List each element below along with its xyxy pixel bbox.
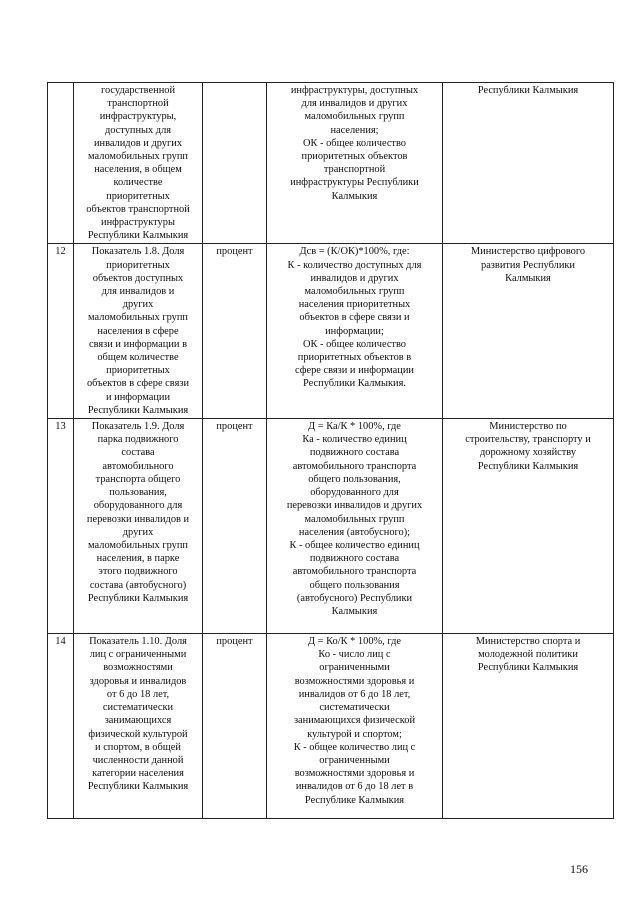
cell-text-line: физической культурой xyxy=(88,728,188,740)
cell-text-line: инфраструктуры, доступных xyxy=(290,85,419,96)
indicator-name-cell xyxy=(74,244,203,419)
cell-text-line: численности данной xyxy=(92,754,184,766)
cell-text-line: количестве xyxy=(113,177,163,189)
cell-text-line: автомобильного транспорта xyxy=(292,460,417,472)
cell-text-line: объектов в сфере связи xyxy=(86,378,190,390)
unit-cell: процент xyxy=(203,419,267,634)
cell-text-line: Д = Ка/К * 100%, где xyxy=(308,421,401,433)
cell-text-line: маломобильных групп xyxy=(304,286,405,298)
cell-text-line: приоритетных xyxy=(106,365,170,377)
cell-text-line: подвижного состава xyxy=(309,447,400,459)
table-row xyxy=(48,83,614,244)
cell-text-line: ограниченными xyxy=(319,662,390,674)
cell-text-line: инфраструктуры, xyxy=(99,111,177,123)
formula-cell xyxy=(267,244,443,419)
cell-text-line: Ко - число лиц с xyxy=(318,649,391,661)
cell-text-line: транспортной xyxy=(107,98,169,110)
cell-text-line: занимающихся xyxy=(104,715,172,727)
cell-text-line: подвижного состава xyxy=(309,553,400,565)
cell-text-line: (автобусного) Республики xyxy=(296,592,413,604)
cell-text-line: ОК - общее количество xyxy=(303,137,406,149)
cell-text-line: маломобильных групп xyxy=(88,539,188,551)
cell-text-line: Показатель 1.8. Доля xyxy=(91,246,185,258)
cell-text-line: развития Республики xyxy=(481,259,575,271)
cell-text-line: и информации xyxy=(105,391,171,403)
unit-cell: процент xyxy=(203,634,267,819)
cell-text-line: общего пользования xyxy=(309,579,400,591)
indicators-table-body xyxy=(48,83,614,819)
cell-text-line: Республики Калмыкия xyxy=(477,662,579,674)
cell-text-line: культурой и спортом; xyxy=(307,728,402,740)
cell-text-line: парка подвижного xyxy=(97,434,179,446)
cell-text-line: Республике Калмыкия xyxy=(304,794,405,806)
cell-text-line: состава xyxy=(121,447,155,459)
cell-text-line: инвалидов от 6 до 18 лет в xyxy=(295,781,414,793)
cell-text-line: информации; xyxy=(325,325,384,337)
cell-text-line: Калмыкия xyxy=(331,605,378,617)
cell-text-line: К - общее количество единиц xyxy=(289,539,420,551)
cell-text-line: Показатель 1.9. Доля xyxy=(91,421,185,433)
cell-text-line: дорожному хозяйству xyxy=(479,447,577,459)
cell-text-line: связи и информации в xyxy=(89,338,187,350)
cell-text-line: оборудованного для xyxy=(310,487,399,499)
cell-text-line: пользования, xyxy=(109,487,167,499)
responsible-cell xyxy=(443,419,614,634)
cell-text-line: инвалидов и других xyxy=(93,137,183,149)
cell-text-line: возможностями здоровья и xyxy=(294,768,415,780)
cell-text-line: общем количестве xyxy=(97,352,179,364)
cell-text-line: и спортом, в общей xyxy=(95,741,181,753)
cell-text-line: категории населения xyxy=(92,768,184,780)
unit-cell: процент xyxy=(203,244,267,419)
table-row xyxy=(48,244,614,419)
cell-text-line: доступных для xyxy=(104,124,172,136)
cell-text-line: возможностями xyxy=(103,662,173,674)
row-number-cell: 13 xyxy=(48,419,74,634)
cell-text-line: государственной xyxy=(100,85,176,96)
cell-text-line: других xyxy=(122,299,154,311)
cell-text-line: Республики Калмыкия xyxy=(477,85,579,96)
cell-text-line: маломобильных групп xyxy=(88,312,188,324)
cell-text-line: сфере связи и информации xyxy=(295,365,414,377)
cell-text-line: инфраструктуры Республики xyxy=(290,177,419,189)
row-number-cell: 14 xyxy=(48,634,74,819)
cell-text-line: Калмыкия xyxy=(331,190,378,202)
indicators-table xyxy=(47,82,614,819)
cell-text-line: молодежной политики xyxy=(478,649,578,661)
cell-text-line: Дсв = (К/ОК)*100%, где: xyxy=(299,246,410,258)
cell-text-line: приоритетных xyxy=(106,259,170,271)
cell-text-line: для инвалидов и xyxy=(101,286,175,298)
cell-text-line: Республики Калмыкия xyxy=(477,460,579,472)
cell-text-line: здоровья и инвалидов xyxy=(89,675,187,687)
cell-text-line: Республики Калмыкия. xyxy=(303,378,406,390)
cell-text-line: объектов в сфере связи и xyxy=(299,312,410,324)
cell-text-line: Д = Ко/К * 100%, где xyxy=(307,636,402,648)
cell-text-line: общего пользования, xyxy=(308,473,401,485)
cell-text-line: инвалидов от 6 до 18 лет, xyxy=(298,688,411,700)
cell-text-line: автомобильного xyxy=(102,460,174,472)
unit-cell xyxy=(203,83,267,244)
row-number-cell: 12 xyxy=(48,244,74,419)
cell-text-line: транспортной xyxy=(323,164,386,176)
cell-text-line: перевозки инвалидов и других xyxy=(286,500,423,512)
cell-text-line: Министерство по xyxy=(489,421,567,433)
cell-text-line: Республики Калмыкия xyxy=(87,592,189,604)
cell-text-line: для инвалидов и других xyxy=(301,98,408,110)
cell-text-line: маломобильных групп xyxy=(88,151,188,163)
responsible-cell xyxy=(443,244,614,419)
cell-text-line: от 6 до 18 лет, xyxy=(106,688,170,700)
cell-text-line: оборудованного для xyxy=(93,500,183,512)
cell-text-line: приоритетных объектов в xyxy=(297,352,412,364)
cell-text-line: занимающихся физической xyxy=(293,715,416,727)
cell-text-line: инвалидов и других xyxy=(310,272,399,284)
formula-cell xyxy=(267,83,443,244)
cell-text-line: Министерство спорта и xyxy=(475,636,581,648)
cell-text-line: возможностями здоровья и xyxy=(294,675,415,687)
cell-text-line: Калмыкия xyxy=(505,272,551,284)
responsible-cell xyxy=(443,83,614,244)
cell-text-line: населения, в парке xyxy=(96,553,180,565)
cell-text-line: населения приоритетных xyxy=(298,299,411,311)
cell-text-line: Республики Калмыкия xyxy=(87,781,189,793)
cell-text-line: объектов доступных xyxy=(92,272,184,284)
responsible-cell xyxy=(443,634,614,819)
cell-text-line: ограниченными xyxy=(319,754,390,766)
cell-text-line: ОК - общее количество xyxy=(303,338,406,350)
cell-text-line: автомобильного транспорта xyxy=(292,566,417,578)
table-row xyxy=(48,634,614,819)
cell-text-line: систематически xyxy=(102,702,174,714)
formula-cell xyxy=(267,634,443,819)
cell-text-line: инфраструктуры xyxy=(101,217,175,229)
cell-text-line: населения, в общем xyxy=(94,164,182,176)
cell-text-line: населения (автобусного); xyxy=(298,526,411,538)
cell-text-line: Министерство цифрового xyxy=(470,246,586,258)
indicator-name-cell xyxy=(74,634,203,819)
page-number: 156 xyxy=(570,862,588,876)
cell-text-line: других xyxy=(122,526,154,538)
indicator-name-cell xyxy=(74,419,203,634)
formula-cell xyxy=(267,419,443,634)
cell-text-line: Ка - количество единиц xyxy=(302,434,407,446)
cell-text-line: приоритетных объектов xyxy=(301,151,408,163)
cell-text-line: Республики Калмыкия xyxy=(87,230,189,242)
indicator-name-cell xyxy=(74,83,203,244)
cell-text-line: Показатель 1.10. Доля xyxy=(89,636,187,648)
cell-text-line: маломобильных групп xyxy=(304,111,405,123)
table-row xyxy=(48,419,614,634)
cell-text-line: объектов транспортной xyxy=(86,203,190,215)
cell-text-line: маломобильных групп xyxy=(304,513,405,525)
cell-text-line: состава (автобусного) xyxy=(89,579,187,591)
cell-text-line: К - количество доступных для xyxy=(287,259,422,271)
cell-text-line: систематически xyxy=(319,702,390,714)
cell-text-line: строительству, транспорту и xyxy=(465,434,591,446)
cell-text-line: приоритетных xyxy=(106,190,170,202)
cell-text-line: населения в сфере xyxy=(97,325,179,337)
cell-text-line: населения; xyxy=(330,124,379,136)
cell-text-line: лиц с ограниченными xyxy=(89,649,187,661)
cell-text-line: транспорта общего xyxy=(95,473,181,485)
cell-text-line: К - общее количество лиц с xyxy=(293,741,416,753)
cell-text-line: Республики Калмыкия xyxy=(87,404,189,416)
cell-text-line: перевозки инвалидов и xyxy=(86,513,190,525)
cell-text-line: этого подвижного xyxy=(98,566,178,578)
row-number-cell xyxy=(48,83,74,244)
